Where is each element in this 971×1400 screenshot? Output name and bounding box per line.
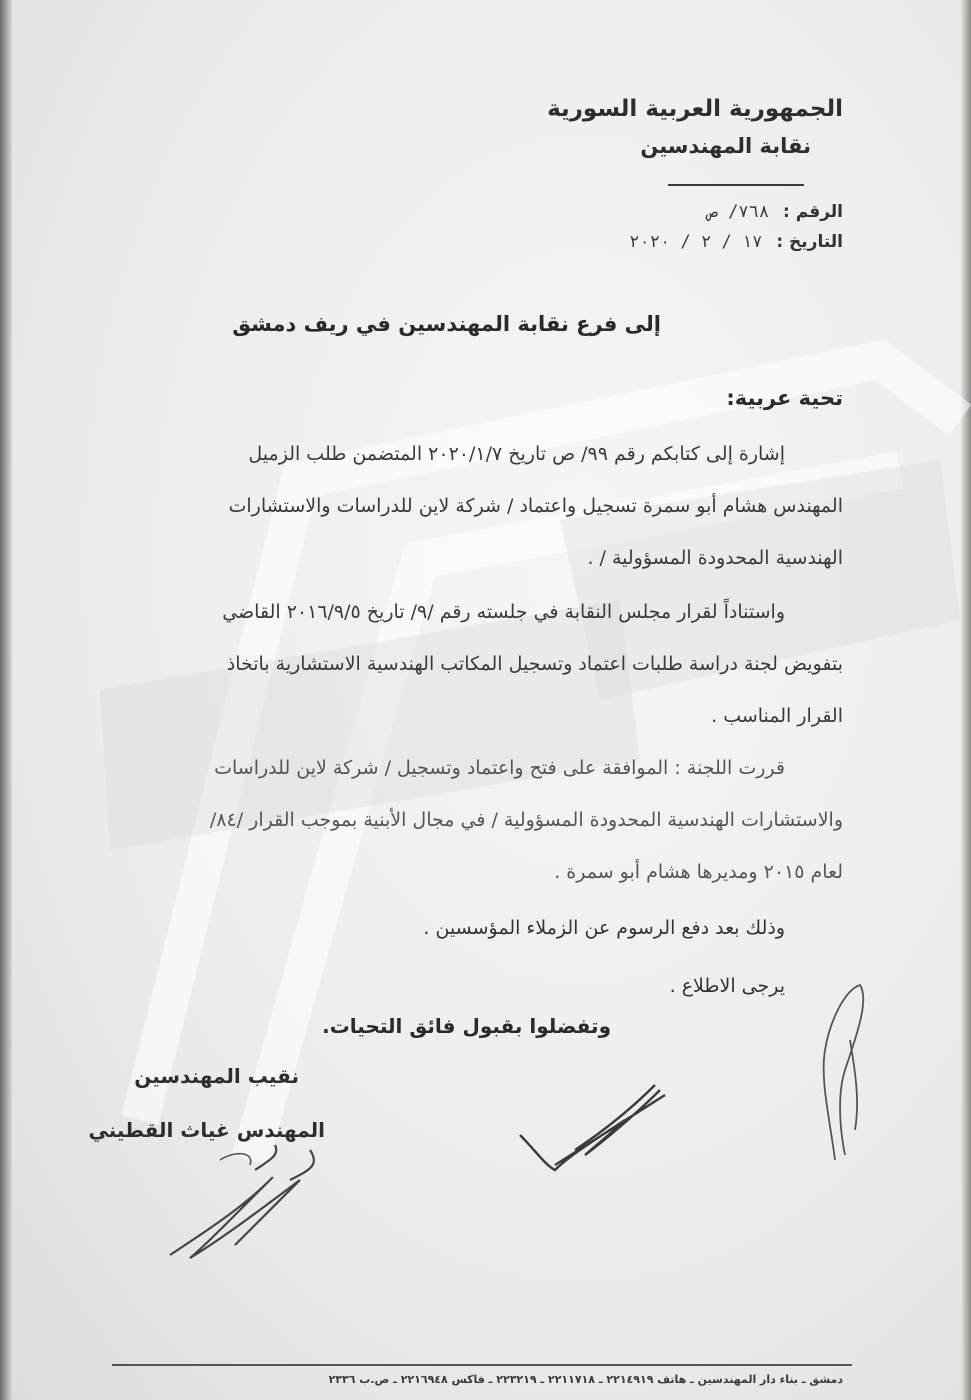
signature-middle xyxy=(515,1070,675,1190)
paragraph-council-decision xyxy=(123,586,843,742)
reference-date-value: ١٧ / ٢ / ٢٠٢٠ xyxy=(629,232,763,252)
fees-note: وذلك بعد دفع الرسوم عن الزملاء المؤسسين . xyxy=(423,917,785,939)
reference-number xyxy=(708,202,843,222)
paragraph-reference xyxy=(123,428,843,584)
page-shadow-right xyxy=(961,0,971,1400)
signatory-title: نقيب المهندسين xyxy=(134,1064,299,1088)
paragraph-line: قررت اللجنة : الموافقة على فتح واعتماد وتسجيل / شركة لاين للدراسات xyxy=(214,757,785,779)
reference-date xyxy=(629,232,843,252)
reference-date-label: التاريخ : xyxy=(776,232,843,252)
footer-divider xyxy=(112,1364,852,1366)
footer-contact: دمشق ـ بناء دار المهندسين ـ هاتف ٢٢١٤٩١٩ ـ ٢٢١١٧١٨ ـ ٢٢٣٢١٩ ـ فاكس ٢٢١٦٩٤٨ ـ ص.ب ٢٣٣٦ xyxy=(328,1373,843,1386)
reference-number-label: الرقم : xyxy=(783,202,843,222)
addressee-line: إلى فرع نقابة المهندسين في ريف دمشق xyxy=(232,312,661,336)
signature-right xyxy=(805,980,875,1170)
signatory-name: المهندس غياث القطيني xyxy=(88,1118,325,1142)
page-shadow-left xyxy=(0,0,12,1400)
closing-line: وتفضلوا بقبول فائق التحيات. xyxy=(322,1014,611,1038)
signature-left xyxy=(160,1140,330,1270)
paragraph-line: القرار المناسب . xyxy=(711,705,843,727)
paragraph-line: والاستشارات الهندسية المحدودة المسؤولية / في مجال الأبنية بموجب القرار /٨٤/ xyxy=(209,809,843,831)
paragraph-line: إشارة إلى كتابكم رقم ٩٩/ ص تاريخ ٢٠٢٠/١/٧ المتضمن طلب الزميل xyxy=(248,443,785,465)
syndicate-heading: نقابة المهندسين xyxy=(640,134,811,158)
greeting-line: تحية عربية: xyxy=(726,386,843,410)
paragraph-line: لعام ٢٠١٥ ومديرها هشام أبو سمرة . xyxy=(554,861,843,883)
paragraph-committee-decision xyxy=(123,742,843,898)
reference-number-value: ٧٦٨/ ص xyxy=(707,202,770,222)
paragraph-line: واستناداً لقرار مجلس النقابة في جلسته رقم /٩/ تاريخ ٢٠١٦/٩/٥ القاضي xyxy=(222,601,785,623)
paragraph-line: بتفويض لجنة دراسة طلبات اعتماد وتسجيل المكاتب الهندسية الاستشارية باتخاذ xyxy=(226,653,843,675)
paragraph-line: الهندسية المحدودة المسؤولية / . xyxy=(587,547,843,569)
paragraph-line: المهندس هشام أبو سمرة تسجيل واعتماد / شركة لاين للدراسات والاستشارات xyxy=(228,495,843,517)
request-note: يرجى الاطلاع . xyxy=(669,975,785,997)
header-divider xyxy=(668,184,804,186)
country-heading: الجمهورية العربية السورية xyxy=(547,96,843,122)
